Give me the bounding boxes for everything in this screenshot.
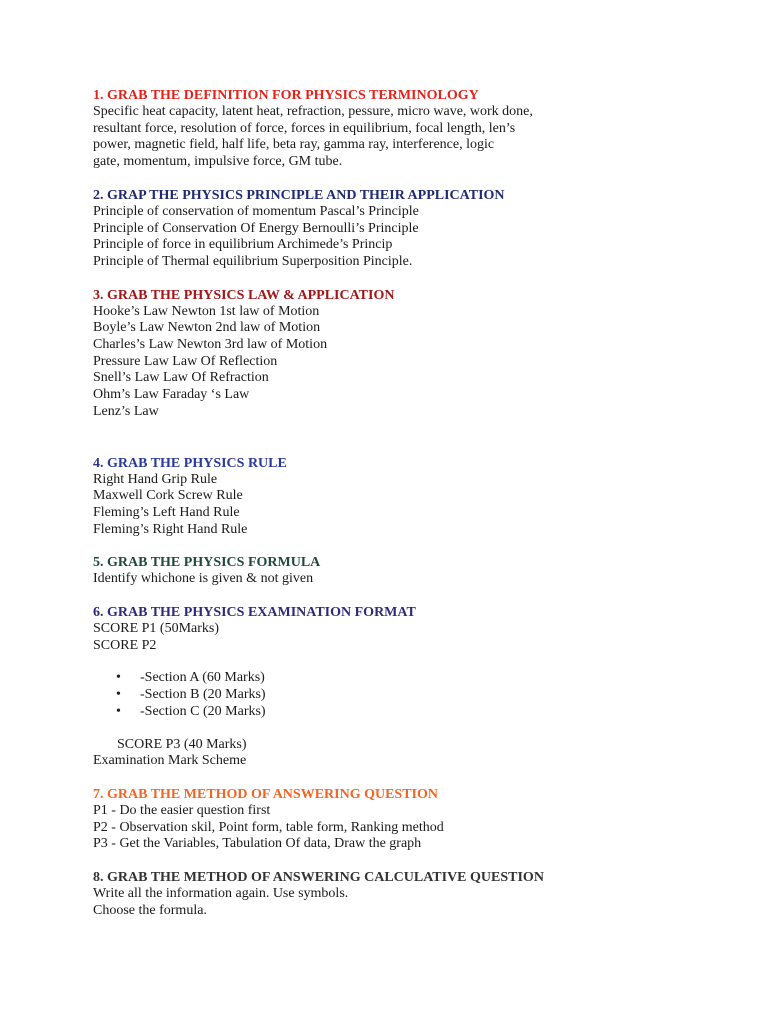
text-line: SCORE P1 (50Marks) <box>93 621 220 637</box>
text-line: SCORE P3 (40 Marks) <box>117 736 247 752</box>
text-line: Right Hand Grip Rule <box>93 471 218 487</box>
text-line: Write all the information again. Use symbols. <box>93 886 349 902</box>
text-line: Examination Mark Scheme <box>93 753 247 769</box>
text-line: Hooke’s Law Newton 1st law of Motion <box>93 303 320 319</box>
text-line: resultant force, resolution of force, forces in equilibrium, focal length, len’s <box>93 120 516 136</box>
list-item: • -Section A (60 Marks) <box>116 670 265 686</box>
text-line: Principle of Conservation Of Energy Bernoulli’s Principle <box>93 220 419 236</box>
text-line: Pressure Law Law Of Reflection <box>93 353 278 369</box>
section-3-heading: 3. GRAB THE PHYSICS LAW & APPLICATION <box>93 287 395 303</box>
text-line: Snell’s Law Law Of Refraction <box>93 370 269 386</box>
text-line: Charles’s Law Newton 3rd law of Motion <box>93 337 328 353</box>
document-page <box>93 87 743 920</box>
section-list <box>93 670 743 720</box>
section-terminology <box>93 87 743 171</box>
text-line: Ohm’s Law Faraday ‘s Law <box>93 387 250 403</box>
text-line: power, magnetic field, half life, beta ray, gamma ray, interference, logic <box>93 137 495 153</box>
text-line: Principle of conservation of momentum Pascal’s Principle <box>93 203 419 219</box>
section-5-heading: 5. GRAB THE PHYSICS FORMULA <box>93 555 321 571</box>
section-2-heading: 2. GRAP THE PHYSICS PRINCIPLE AND THEIR APPLICATION <box>93 187 505 203</box>
text-line: P3 - Get the Variables, Tabulation Of data, Draw the graph <box>93 836 422 852</box>
text-line: Maxwell Cork Screw Rule <box>93 488 243 504</box>
list-item: • -Section C (20 Marks) <box>116 703 266 719</box>
section-answering <box>93 786 743 853</box>
text-line: Identify whichone is given & not given <box>93 571 314 587</box>
text-line: Principle of Thermal equilibrium Superposition Pinciple. <box>93 253 413 269</box>
text-line: P1 - Do the easier question first <box>93 802 271 818</box>
text-line: Principle of force in equilibrium Archimede’s Princip <box>93 237 393 253</box>
text-line: Fleming’s Left Hand Rule <box>93 504 240 520</box>
section-rules <box>93 455 743 539</box>
text-line: Specific heat capacity, latent heat, refraction, pessure, micro wave, work done, <box>93 104 533 119</box>
text-line: Lenz’s Law <box>93 403 159 419</box>
section-formula <box>93 554 743 588</box>
bullet-icon: • <box>116 703 121 719</box>
section-principles <box>93 187 743 271</box>
bullet-icon: • <box>116 670 121 686</box>
bullet-icon: • <box>116 687 121 703</box>
section-calculative <box>93 869 743 919</box>
list-item: • -Section B (20 Marks) <box>116 687 266 703</box>
text-line: Boyle’s Law Newton 2nd law of Motion <box>93 320 321 336</box>
section-7-heading: 7. GRAB THE METHOD OF ANSWERING QUESTION <box>93 786 439 802</box>
section-1-heading: 1. GRAB THE DEFINITION FOR PHYSICS TERMINOLOGY <box>93 88 479 103</box>
text-line: SCORE P2 <box>93 637 157 653</box>
section-8-heading: 8. GRAB THE METHOD OF ANSWERING CALCULATIVE QUESTION <box>93 870 544 886</box>
section-6-heading: 6. GRAB THE PHYSICS EXAMINATION FORMAT <box>93 605 416 621</box>
text-line: Choose the formula. <box>93 902 207 918</box>
text-line: gate, momentum, impulsive force, GM tube. <box>93 154 343 170</box>
section-exam-format <box>93 604 743 770</box>
text-line: P2 - Observation skil, Point form, table form, Ranking method <box>93 819 444 835</box>
section-4-heading: 4. GRAB THE PHYSICS RULE <box>93 455 287 471</box>
section-laws <box>93 287 743 421</box>
text-line: Fleming’s Right Hand Rule <box>93 521 248 537</box>
